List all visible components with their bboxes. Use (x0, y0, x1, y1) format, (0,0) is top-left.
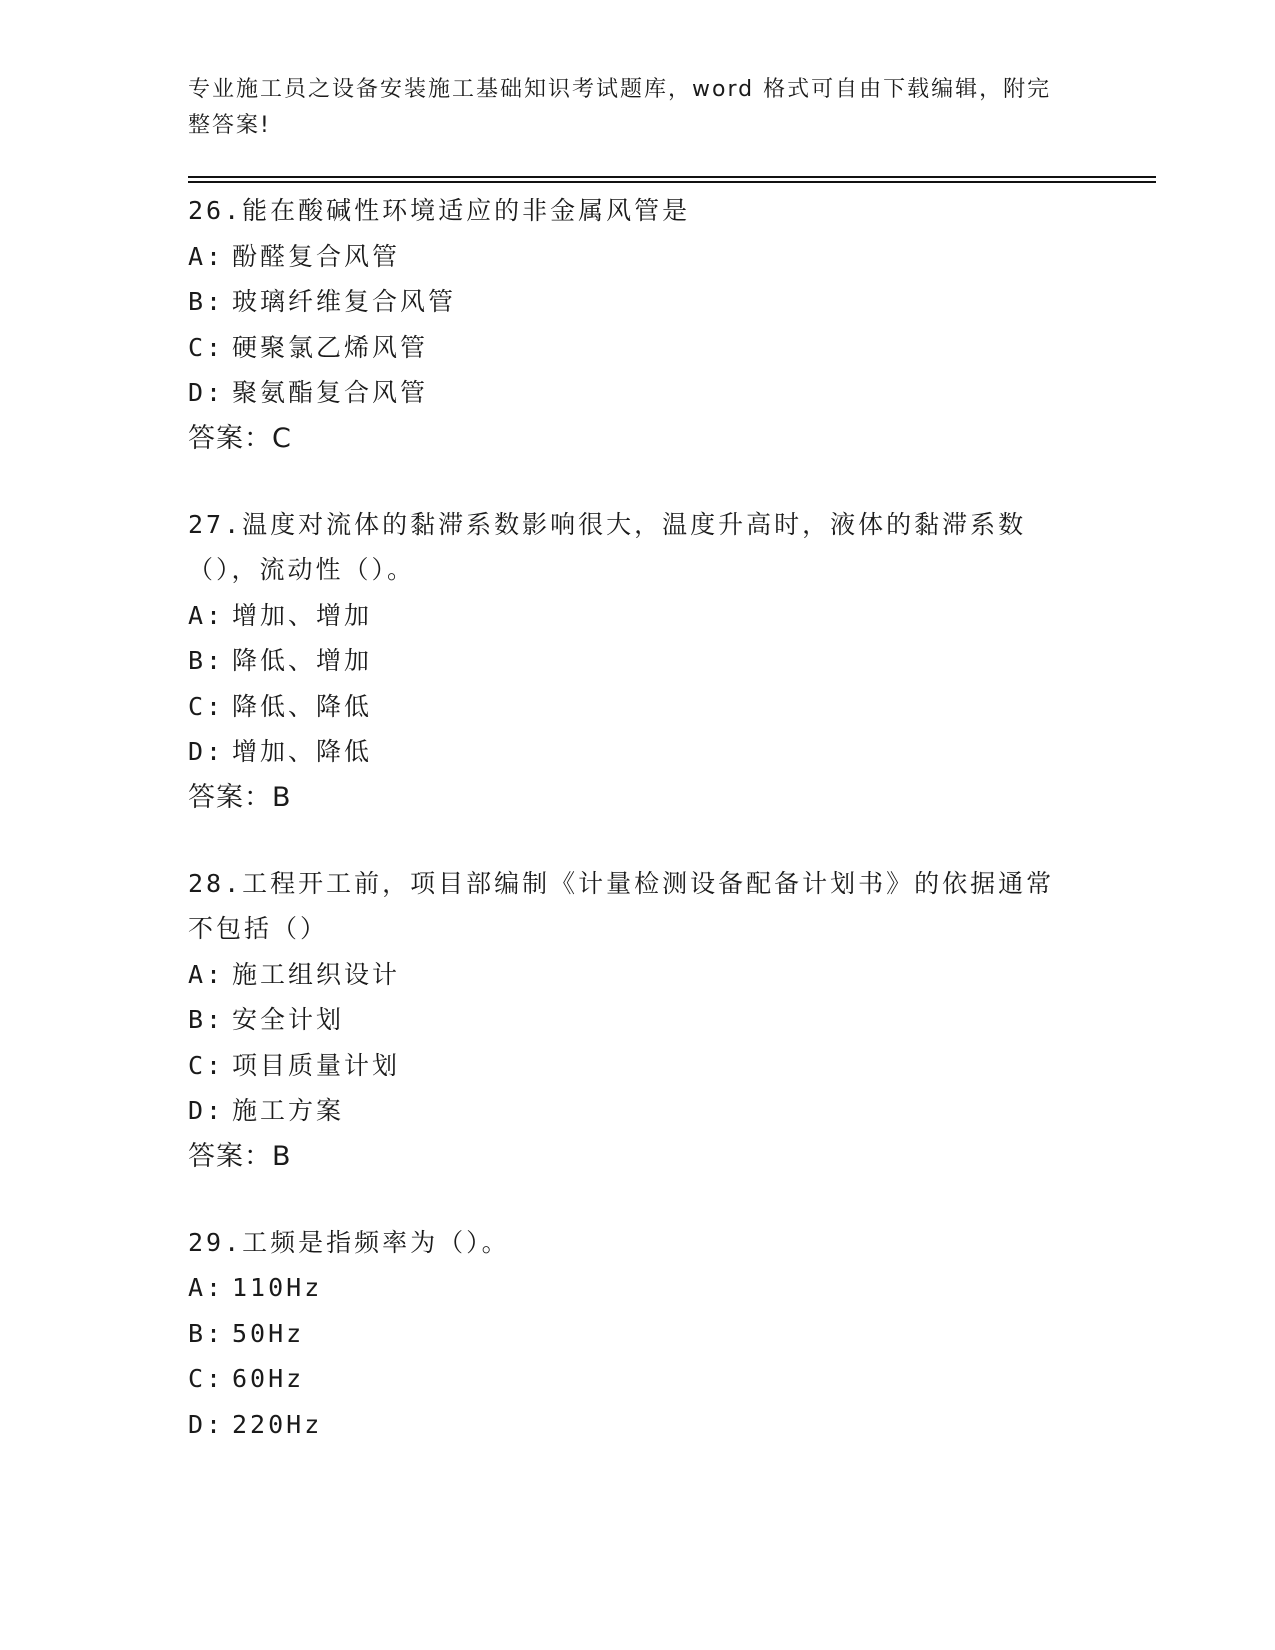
option-letter: D: (188, 737, 225, 766)
option-d (188, 729, 1088, 775)
option-b (188, 279, 1088, 325)
option-c (188, 325, 1088, 371)
option-text: 聚氨酯复合风管 (232, 378, 429, 407)
option-text: 施工方案 (232, 1096, 345, 1125)
option-c (188, 1356, 1088, 1402)
question-26 (188, 188, 1088, 462)
option-letter: A: (188, 241, 225, 271)
option-d (188, 370, 1088, 416)
option-letter: B: (188, 646, 225, 675)
option-text: 玻璃纤维复合风管 (232, 287, 457, 316)
option-letter: D: (188, 378, 225, 407)
option-text: 项目质量计划 (232, 1050, 401, 1080)
answer-line: 答案：B (188, 781, 292, 813)
question-stem: 27.温度对流体的黏滞系数影响很大，温度升高时，液体的黏滞系数（），流动性（）。 (188, 509, 1027, 584)
option-b (188, 638, 1088, 684)
option-a (188, 952, 1088, 998)
option-text: 110Hz (232, 1273, 323, 1302)
option-text: 降低、增加 (232, 646, 373, 675)
option-a (188, 234, 1088, 280)
option-letter: B: (188, 1318, 225, 1348)
intro-text: 专业施工员之设备安装施工基础知识考试题库，word 格式可自由下载编辑，附完整答案! (188, 77, 1052, 138)
option-d (188, 1088, 1088, 1134)
option-text: 增加、降低 (232, 737, 373, 766)
option-text: 60Hz (232, 1364, 305, 1393)
option-text: 降低、降低 (232, 691, 373, 721)
question-list (188, 188, 1088, 1447)
question-stem: 28.工程开工前，项目部编制《计量检测设备配备计划书》的依据通常不包括（） (188, 868, 1055, 943)
option-text: 硬聚氯乙烯风管 (232, 332, 429, 362)
answer-line: 答案：B (188, 1140, 292, 1172)
option-letter: A: (188, 959, 225, 989)
question-stem: 26.能在酸碱性环境适应的非金属风管是 (188, 196, 691, 225)
option-a (188, 1265, 1088, 1311)
option-text: 安全计划 (232, 1005, 345, 1034)
question-stem: 29.工频是指频率为（）。 (188, 1227, 510, 1257)
option-b (188, 1311, 1088, 1357)
option-letter: B: (188, 1005, 225, 1034)
option-b (188, 997, 1088, 1043)
option-letter: D: (188, 1096, 225, 1125)
option-c (188, 1043, 1088, 1089)
option-text: 酚醛复合风管 (232, 241, 401, 271)
option-text: 增加、增加 (232, 600, 373, 630)
option-letter: C: (188, 1364, 225, 1393)
divider-line-bottom (188, 181, 1156, 183)
option-letter: A: (188, 600, 225, 630)
divider-line-top (188, 176, 1156, 178)
option-letter: A: (188, 1273, 225, 1302)
option-letter: C: (188, 332, 225, 362)
option-letter: C: (188, 1050, 225, 1080)
option-c (188, 684, 1088, 730)
spacer (188, 1180, 1088, 1220)
question-29 (188, 1220, 1088, 1448)
question-28 (188, 861, 1088, 1180)
answer-line: 答案：C (188, 422, 292, 454)
option-a (188, 593, 1088, 639)
option-letter: D: (188, 1409, 225, 1439)
option-text: 220Hz (232, 1409, 323, 1439)
spacer (188, 821, 1088, 861)
spacer (188, 462, 1088, 502)
option-text: 施工组织设计 (232, 959, 401, 989)
option-letter: C: (188, 691, 225, 721)
option-text: 50Hz (232, 1318, 305, 1348)
option-d (188, 1402, 1088, 1448)
option-letter: B: (188, 287, 225, 316)
question-27 (188, 502, 1088, 821)
